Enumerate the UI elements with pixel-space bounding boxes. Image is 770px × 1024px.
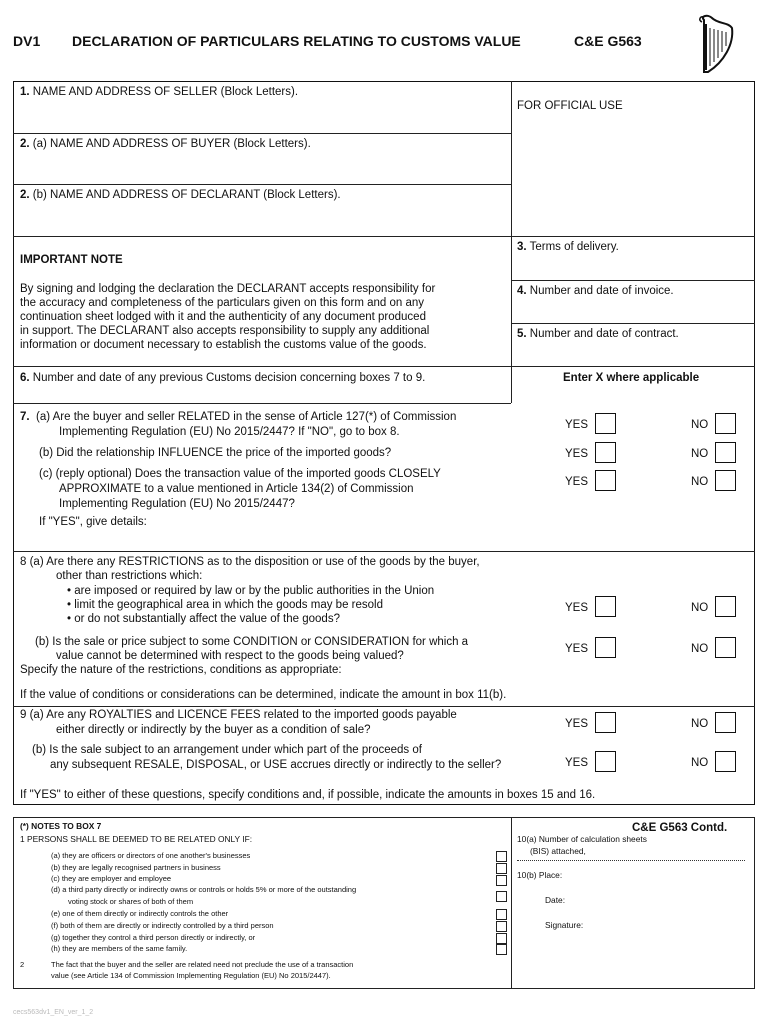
yes-label: YES — [565, 718, 589, 730]
box9a-yes-checkbox[interactable] — [595, 712, 616, 733]
box7a-question-cont: Implementing Regulation (EU) No 2015/2447? If "NO", go to box 8. — [59, 426, 400, 438]
no-label: NO — [691, 757, 709, 769]
yes-label: YES — [565, 448, 589, 460]
form-code: DV1 — [13, 33, 41, 49]
box8b-question: (b) Is the sale or price subject to some CONDITION or CONSIDERATION for which a — [35, 636, 469, 648]
box7c-yes-checkbox[interactable] — [595, 470, 616, 491]
box2b-label: 2. (b) NAME AND ADDRESS OF DECLARANT (Block Letters). — [20, 189, 341, 201]
box7-details-label: If "YES", give details: — [39, 516, 147, 528]
notes-paragraph-2-cont: value (see Article 134 of Commission Implementing Regulation (EU) No 2015/2447). — [51, 971, 331, 980]
important-note-line: By signing and lodging the declaration the DECLARANT accepts responsibility for — [20, 283, 436, 295]
box5-label: 5. Number and date of contract. — [517, 328, 679, 340]
box8a-question: 8 (a) Are there any RESTRICTIONS as to the disposition or use of the goods by the buyer, — [20, 556, 480, 568]
footer-code: cecs563dv1_EN_ver_1_2 — [13, 1009, 94, 1016]
calc-sheets-label: 10(a) Number of calculation sheets — [517, 834, 647, 844]
restriction-bullet: • are imposed or required by law or by the public authorities in the Union — [67, 585, 435, 597]
terms-of-delivery-field[interactable] — [512, 255, 754, 279]
notes-paragraph-2-number: 2 — [20, 960, 25, 969]
yes-label: YES — [565, 602, 589, 614]
box4-label: 4. Number and date of invoice. — [517, 285, 674, 297]
important-note-line: the accuracy and completeness of the particulars given on this form and on any — [20, 297, 425, 309]
buyer-name-address-field[interactable] — [14, 152, 510, 183]
box7c-question: (c) (reply optional) Does the transaction value of the imported goods CLOSELY — [39, 468, 441, 480]
restriction-bullet: • limit the geographical area in which the goods may be resold — [67, 599, 383, 611]
box9b-no-checkbox[interactable] — [715, 751, 736, 772]
box9a-question: 9 (a) Are any ROYALTIES and LICENCE FEES related to the imported goods payable — [20, 709, 457, 721]
calc-sheets-label-cont: (BIS) attached, — [530, 846, 586, 856]
box7b-question: (b) Did the relationship INFLUENCE the price of the imported goods? — [39, 447, 392, 459]
box8a-question-cont: other than restrictions which: — [56, 570, 203, 582]
box7b-yes-checkbox[interactable] — [595, 442, 616, 463]
box7a-yes-checkbox[interactable] — [595, 413, 616, 434]
note-checkbox[interactable] — [496, 921, 507, 932]
notes-paragraph-2: The fact that the buyer and the seller are related need not preclude the use of a transaction — [51, 960, 354, 969]
restriction-bullet: • or do not substantially affect the value of the goods? — [67, 613, 340, 625]
box6-label: 6. Number and date of any previous Customs decision concerning boxes 7 to 9. — [20, 372, 426, 384]
no-label: NO — [691, 476, 709, 488]
no-label: NO — [691, 602, 709, 614]
harp-crest-icon — [694, 14, 738, 74]
signature-label: Signature: — [545, 920, 584, 930]
notes-item: (b) they are legally recognised partners in business — [51, 863, 221, 872]
box8a-yes-checkbox[interactable] — [595, 596, 616, 617]
notes-item: (e) one of them directly or indirectly controls the other — [51, 909, 229, 918]
box7c-question-cont: APPROXIMATE to a value mentioned in Article 134(2) of Commission — [59, 483, 414, 495]
notes-item: (a) they are officers or directors of one another's businesses — [51, 851, 251, 860]
important-note-line: information or document necessary to establish the customs value of the goods. — [20, 339, 427, 351]
note-checkbox[interactable] — [496, 944, 507, 955]
date-label: Date: — [545, 895, 566, 905]
box1-label: 1. NAME AND ADDRESS OF SELLER (Block Letters). — [20, 86, 299, 98]
box7c-question-cont: Implementing Regulation (EU) No 2015/2447? — [59, 498, 295, 510]
notes-item: (f) both of them are directly or indirectly controlled by a third person — [51, 921, 274, 930]
yes-label: YES — [565, 419, 589, 431]
no-label: NO — [691, 718, 709, 730]
box8b-yes-checkbox[interactable] — [595, 637, 616, 658]
calc-sheets-field[interactable] — [517, 860, 745, 861]
note-checkbox[interactable] — [496, 851, 507, 862]
box8a-no-checkbox[interactable] — [715, 596, 736, 617]
note-checkbox[interactable] — [496, 863, 507, 874]
invoice-number-date-field[interactable] — [512, 298, 754, 322]
official-use-label: FOR OFFICIAL USE — [517, 100, 623, 112]
box9a-no-checkbox[interactable] — [715, 712, 736, 733]
box7a-no-checkbox[interactable] — [715, 413, 736, 434]
no-label: NO — [691, 643, 709, 655]
box9b-yes-checkbox[interactable] — [595, 751, 616, 772]
box8b-no-checkbox[interactable] — [715, 637, 736, 658]
place-label: 10(b) Place: — [517, 870, 563, 880]
box9a-question-cont: either directly or indirectly by the buyer as a condition of sale? — [56, 724, 371, 736]
form-reference: C&E G563 — [574, 33, 642, 49]
box7a-question: 7. (a) Are the buyer and seller RELATED in the sense of Article 127(*) of Commission — [20, 411, 457, 423]
notes-item: (c) they are employer and employee — [51, 874, 172, 883]
seller-name-address-field[interactable] — [14, 100, 510, 132]
notes-item: (d) a third party directly or indirectly owns or controls or holds 5% or more of the outstanding — [51, 885, 357, 894]
box8b-question-cont: value cannot be determined with respect to the goods being valued? — [56, 650, 404, 662]
contract-number-date-field[interactable] — [512, 341, 754, 365]
notes-title: (*) NOTES TO BOX 7 — [20, 821, 102, 831]
note-checkbox[interactable] — [496, 875, 507, 886]
yes-label: YES — [565, 476, 589, 488]
box8-amount-note: If the value of conditions or considerations can be determined, indicate the amount in box 11(b). — [20, 689, 507, 701]
no-label: NO — [691, 448, 709, 460]
box7b-no-checkbox[interactable] — [715, 442, 736, 463]
declarant-name-address-field[interactable] — [14, 203, 510, 235]
note-checkbox[interactable] — [496, 933, 507, 944]
notes-paragraph-1: 1 PERSONS SHALL BE DEEMED TO BE RELATED ONLY IF: — [20, 834, 253, 844]
important-note-title: IMPORTANT NOTE — [20, 254, 123, 266]
important-note-line: in support. The DECLARANT also accepts responsibility to supply any additional — [20, 325, 430, 337]
box7c-no-checkbox[interactable] — [715, 470, 736, 491]
notes-item: (g) together they control a third person directly or indirectly, or — [51, 933, 256, 942]
yes-label: YES — [565, 643, 589, 655]
no-label: NO — [691, 419, 709, 431]
enter-x-instruction: Enter X where applicable — [563, 372, 700, 384]
note-checkbox[interactable] — [496, 891, 507, 902]
important-note-line: continuation sheet lodged with it and the authenticity of any document produced — [20, 311, 426, 323]
note-checkbox[interactable] — [496, 909, 507, 920]
yes-label: YES — [565, 757, 589, 769]
notes-item-cont: voting stock or shares of both of them — [68, 897, 194, 906]
box9b-question-cont: any subsequent RESALE, DISPOSAL, or USE accrues directly or indirectly to the seller? — [50, 759, 502, 771]
box8-specify-label: Specify the nature of the restrictions, conditions as appropriate: — [20, 664, 342, 676]
box9b-question: (b) Is the sale subject to an arrangement under which part of the proceeds of — [32, 744, 422, 756]
notes-item: (h) they are members of the same family. — [51, 944, 188, 953]
form-title: DECLARATION OF PARTICULARS RELATING TO CUSTOMS VALUE — [72, 33, 521, 49]
box2a-label: 2. (a) NAME AND ADDRESS OF BUYER (Block Letters). — [20, 138, 311, 150]
box9-if-yes-note: If "YES" to either of these questions, specify conditions and, if possible, indicate the amounts in boxes 15 and 16. — [20, 789, 596, 801]
box3-label: 3. Terms of delivery. — [517, 241, 619, 253]
contd-title: C&E G563 Contd. — [632, 822, 728, 834]
